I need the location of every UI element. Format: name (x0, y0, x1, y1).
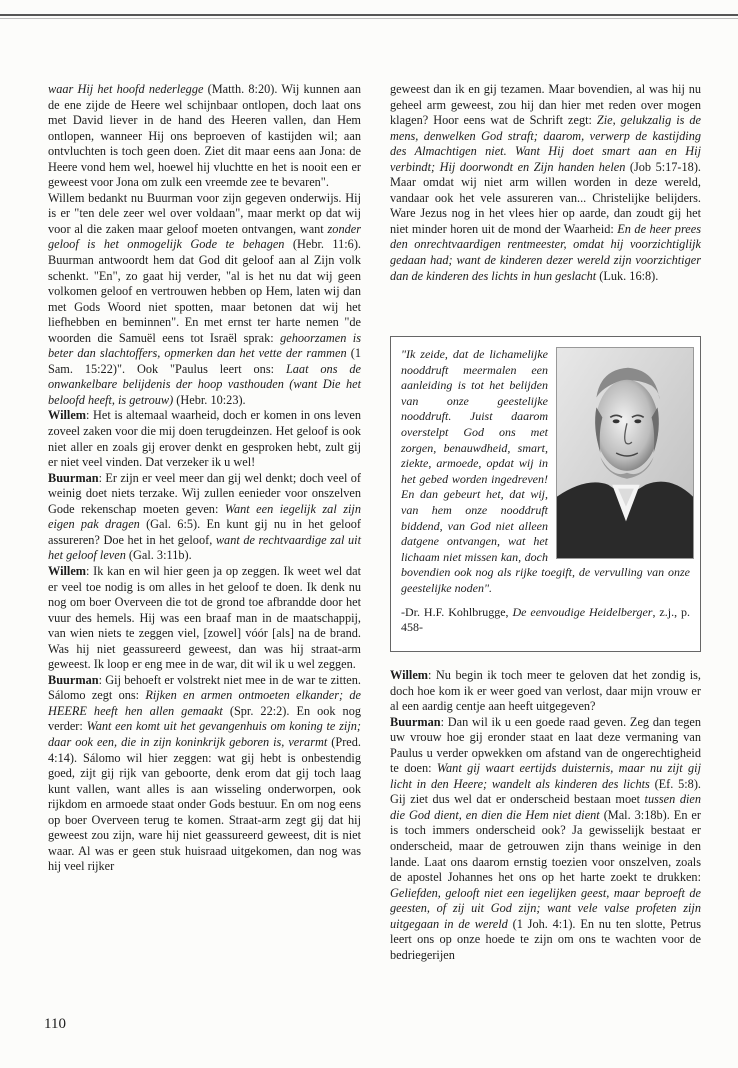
text-segment: (1 Sam. 15:22)". Ook "Paulus leert ons: (48, 346, 361, 376)
quote-source (401, 605, 690, 636)
text-segment: (Gal. 6:5). En kunt gij nu in het geloof assureren? Doe het in het geloof, (48, 517, 361, 547)
top-rule-thin (0, 18, 738, 19)
left-column (48, 82, 361, 875)
paragraph (48, 82, 361, 191)
text-segment: (Ef. 5:8). Gij ziet dus wel dat er onderscheid bestaan moet (390, 776, 701, 807)
text-segment: : Het is altemaal waarheid, doch er komen in ons leven zoveel zaken voor die mij doen terugdeinzen. Het geloof is ook niet aller en zoals gij erover denkt en gesproken hebt, zult gij er niet veel vinden. Dat verzeker ik u wel! (48, 408, 361, 470)
speaker-label: Willem (48, 408, 87, 423)
speaker-label: Willem (48, 563, 87, 578)
scripture-quote: tussen dien die God dient, en dien die Hem niet dient (390, 792, 701, 822)
paragraph (48, 408, 361, 470)
quote-body: "Ik zeide, dat de lichamelijke nooddruft meermalen een aanleiding is tot het belijden van onze geestelijke nooddruft. Juist daarom overstelpt God ons met zorgen, benauwdheid, smart, ziekte, armoede, opdat wij in het gebed worden ingedreven! En dan gebeurt het, dat wij, van hem onze nooddruft biddend, van God niet alleen datgene ontvangen, wat het lichaam niet missen kan, doch bovendien ook nog als rijke toegift, de vervulling van onze geestelijke noden". (401, 347, 690, 595)
paragraph (48, 471, 361, 564)
scripture-quote: want de rechtvaardige zal uit het geloof leven (48, 532, 362, 563)
speaker-label: Willem (390, 668, 429, 682)
scripture-quote: Want een komt uit het gevangenhuis om koning te zijn; daar ook een, die in zijn koninkrijk geboren is, verarmt (48, 719, 361, 749)
paragraph (48, 673, 361, 875)
text-segment: (Job 5:17-18). Maar omdat wij niet arm willen worden in deze wereld, vandaar ook het vele assureren van... Christelijke belijders. Ware Jezus nog in het vlees hier op aarde, dan zoudt gij het niet minder horen uit de mond der Waarheid: (390, 159, 701, 236)
top-rule (0, 14, 738, 16)
scripture-quote: En de heer prees den onrechtvaardigen rentmeester, omdat hij voorzichtiglijk gedaan had; want de kinderen dezer wereld zijn voorzichtiger dan de kinderen des lichts in hun geslacht (390, 221, 701, 283)
quote-source-title: De eenvoudige Heidelberger (512, 604, 653, 619)
text-segment: geweest dan ik en gij tezamen. Maar bovendien, al was hij nu geheel arm geweest, zou hij dan hier met reden over mogen klagen? Hoor eens wat de Schrift zegt: (390, 82, 701, 128)
text-segment: (Mal. 3:18b). En er is toch immers onderscheid ook? Ja gewisselijk bestaat er onderscheid, maar de getrouwen zijn thans weinige in den lande. Laat ons daarom ernstig toezien voor onszelven, zoals de apostel Johannes het ons op het harte zoekt te drukken: (390, 807, 701, 885)
text-segment: (Spr. 22:2). En ook nog verder: (48, 703, 362, 734)
portrait-engraving (557, 348, 693, 558)
text-segment: Willem bedankt nu Buurman voor zijn gegeven onderwijs. Hij is er "ten dele zeer wel over voldaan", maar merkt op dat wij voor al die zaken maar geloof moeten ontvangen, want (48, 190, 361, 236)
scripture-quote: waar Hij het hoofd nederlegge (48, 82, 204, 96)
quote-box (390, 336, 701, 652)
speaker-label: Buurman (390, 714, 441, 729)
paragraph (390, 668, 701, 715)
right-column-bottom (390, 668, 701, 963)
portrait-kohlbrugge (556, 347, 694, 559)
text-segment: : Ik kan en wil hier geen ja op zeggen. Ik weet wel dat er veel toe nodig is om alles in het geloof te doen. Ik denk nu nog om boer Overveen die tot de grond toe afbrandde door het vuur des hemels. Hij was een braaf man in de maatschappij, van wien niets te zeggen viel, [zowel] vóór [als] na de brand. Was hij niet geassureerd geweest, dan was hij straat-arm geweest. Ik loop er eng mee in de war, dit wil ik u wel zeggen. (48, 563, 361, 672)
scripture-quote: Zie, gelukzalig is de mens, denwelken God straft; daarom, verwerp de kastijding des Almachtigen niet. Want Hij doet smart aan en Hij verbindt; Hij doorwondt en Zijn handen helen (390, 113, 701, 174)
scripture-quote: Want een iegelijk zal zijn eigen pak dragen (48, 501, 361, 532)
scripture-quote: Laat ons de onwankelbare belijdenis der hoop vasthouden (want Die het beloofd heeft, is getrouw) (48, 361, 361, 407)
speaker-label: Buurman (48, 672, 99, 687)
paragraph (48, 564, 361, 673)
speaker-label: Buurman (48, 470, 99, 485)
text-segment: (Hebr. 10:23). (173, 392, 246, 407)
right-column-top (390, 82, 701, 284)
scripture-quote: gehoorzamen is beter dan slachtoffers, opmerken dan het vette der rammen (48, 330, 361, 361)
paragraph (390, 715, 701, 964)
scripture-quote: Rijken en armen ontmoeten elkander; de HEERE heeft hen allen gemaakt (48, 688, 361, 718)
text-segment: (Pred. 4:14). Sálomo wil hier zeggen: wat gij hebt is onbestendig goed, zijt gij rijk van geboorte, denk erom dat gij toch laag kunt vallen, want alles is aan wisseling onderworpen, ook rijkdom en armoede staat onder Gods bestuur. En om nog eens op boer Overveen terug te komen. Straat-arm zegt gij dat hij geweest zou zijn, ware hij niet geassureerd geweest, dit is niet waar. Al was er geen stuk huisraad uitgekomen, dan nog was hij veel rijker (48, 734, 361, 874)
quote-source-ref: , z.j., p. 458- (401, 604, 690, 635)
text-segment: (1 Joh. 4:1). En nu ten slotte, Petrus leert ons op onze hoede te zijn om ons te wachten voor de bedriegerijen (390, 916, 701, 962)
scripture-quote: Geliefden, gelooft niet een iegelijken geest, maar beproeft de geesten, of zij uit God zijn; want vele valse profeten zijn uitgegaan in de wereld (390, 885, 701, 931)
page-number: 110 (44, 1016, 66, 1032)
text-segment: : Er zijn er veel meer dan gij wel denkt; doch veel of weinig doet niets terzake. Wij zullen eenieder voor onszelven Gode rekenschap moeten geven: (48, 470, 361, 516)
scripture-quote: zonder geloof is het onmogelijk Gode te behagen (48, 221, 361, 252)
text-segment: (Luk. 16:8). (596, 268, 659, 283)
text-segment: : Nu begin ik toch meer te geloven dat het zondig is, doch hoe kom ik er weer goed van verlost, daar mijn vrouw er al een aardig centje aan heeft uitgegeven? (390, 668, 701, 714)
text-segment: : Gij behoeft er volstrekt niet mee in de war te zitten. Sálomo zegt ons: (48, 672, 361, 703)
quote-inner (401, 347, 690, 636)
text-segment: (Matth. 8:20). Wij kunnen aan de ene zijde de Heere wel schijnbaar ontlopen, doch laat ons met David liever in de hand des Heeren vallen, dan Hem ontlopen, wanneer Hij ons beproeven of kastijden wil; aan ontvluchten is toch geen doen. Ziet dit maar eens aan Jona: de Heere vond hem wel, hoewel hij vluchtte en het is nooit een er geweest voor Jona om zulk een vreemde zee te bevaren". (48, 82, 361, 190)
text-segment: (Gal. 3:11b). (125, 548, 192, 563)
paragraph (48, 191, 361, 409)
scripture-quote: Want gij waart eertijds duisternis, maar nu zijt gij licht in den Heere; wandelt als kinderen des lichts (390, 761, 701, 791)
text-segment: : Dan wil ik u een goede raad geven. Zeg dan tegen uw vrouw hoe gij eronder staat en laat deze vermaning van Paulus u verder opwekken om afstand van de ongerechtigheid te doen: (390, 714, 701, 776)
text-segment: (Hebr. 11:6). Buurman antwoordt hem dat God dit geloof aan al Zijn volk schenkt. "En", zo gaat hij verder, "al is het nu dat wij geen volkomen geloof en vertrouwen hebben op Hem, laten wij dan met Gods Woord niet spotten, maar betonen dat wij het liefhebben en beminnen". En met ernst ter harte nemen "de woorden die Samuël eens tot Israël sprak: (48, 237, 361, 345)
paragraph (390, 82, 701, 284)
quote-source-author: -Dr. H.F. Kohlbrugge, (401, 604, 513, 619)
